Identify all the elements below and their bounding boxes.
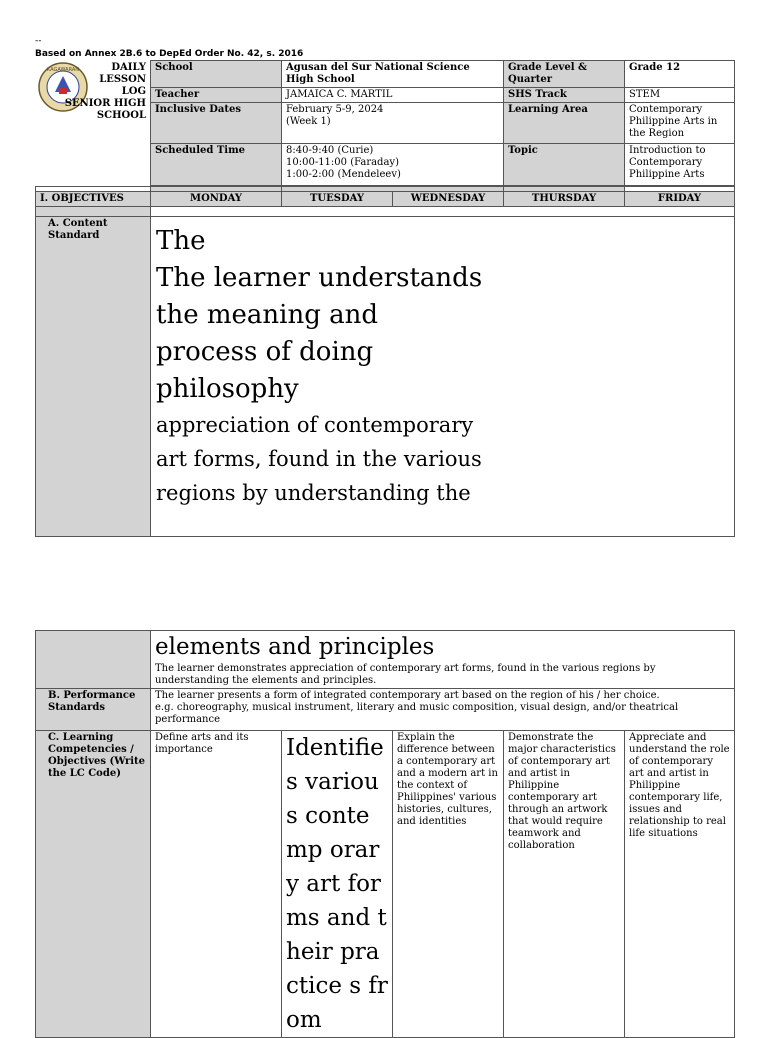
school-value: Agusan del Sur National Science High School [282,61,504,88]
content-standard-line: appreciation of contemporary art forms, found in the various regions by understanding the [156,413,482,505]
time-label: Scheduled Time [151,144,282,186]
spacer-cell [36,207,151,217]
teacher-label: Teacher [151,88,282,103]
time-slot-1: 8:40-9:40 (Curie) [286,145,374,156]
competency-monday: Define arts and its importance [151,731,282,1038]
log-title-line: DAILY [111,62,146,73]
objectives-heading: I. OBJECTIVES [36,192,151,207]
performance-standard-cell [151,689,735,731]
day-thursday: THURSDAY [504,192,625,207]
performance-standard-text: The learner presents a form of integrated contemporary art based on the region of his / her choice. [155,690,660,701]
teacher-value: JAMAICA C. MARTIL [282,88,504,103]
area-value: Contemporary Philippine Arts in the Region [625,103,735,144]
content-standard-line: The learner understands the meaning and process of doing philosophy [156,263,483,404]
day-monday: MONDAY [151,192,282,207]
day-tuesday: TUESDAY [282,192,393,207]
performance-standard-label: B. Performance Standards [36,689,151,731]
page2-table [35,630,735,1038]
elements-cell [151,631,735,689]
dates-week: (Week 1) [286,116,331,127]
elements-heading: elements and principles [155,634,435,660]
spacer-cell [151,207,735,217]
competency-thursday: Demonstrate the major characteristics of contemporary art and artist in Philippine contemporary art through an artwork that would require teamwork and collaboration [504,731,625,1038]
demonstrates-text: The learner demonstrates appreciation of contemporary art forms, found in the various regions by understanding the elements and principles. [155,663,656,686]
dates-label: Inclusive Dates [151,103,282,144]
info-table [150,60,735,186]
time-slot-3: 1:00-2:00 (Mendeleev) [286,169,401,180]
topic-value: Introduction to Contemporary Philippine Arts [625,144,735,186]
competency-tuesday: Identifie s various contemp orary art forms and their practice s from [282,731,393,1038]
grade-label: Grade Level & Quarter [504,61,625,88]
grade-value: Grade 12 [625,61,735,88]
log-title [60,62,146,122]
blank-label-cell [36,631,151,689]
day-friday: FRIDAY [625,192,735,207]
content-standard-line: The [156,226,206,256]
time-cell [282,144,504,186]
performance-standard-examples: e.g. choreography, musical instrument, literary and music composition, visual design, and/or theatrical performance [155,702,679,725]
track-value: STEM [625,88,735,103]
objectives-table [35,186,735,537]
annex-reference: Based on Annex 2B.6 to DepEd Order No. 42, s. 2016 [35,49,304,59]
time-slot-2: 10:00-11:00 (Faraday) [286,157,399,168]
track-label: SHS Track [504,88,625,103]
day-wednesday: WEDNESDAY [393,192,504,207]
competency-wednesday: Explain the difference between a contemporary art and a modern art in the context of Philippines' various histories, cultures, and identities [393,731,504,1038]
log-title-line: SCHOOL [96,110,146,121]
topic-label: Topic [504,144,625,186]
school-label: School [151,61,282,88]
log-title-line: SENIOR HIGH [64,98,146,109]
svg-text:KAGAWARAN: KAGAWARAN [46,67,80,73]
log-title-line: LESSON [99,74,146,85]
content-standard-cell [151,217,735,537]
header-dash: -- [35,36,42,46]
content-standard-label: A. Content Standard [36,217,151,537]
competencies-label: C. Learning Competencies / Objectives (Write the LC Code) [36,731,151,1038]
dates-value: February 5-9, 2024 [286,104,384,115]
log-title-line: LOG [121,86,146,97]
area-label: Learning Area [504,103,625,144]
dates-cell [282,103,504,144]
competency-friday: Appreciate and understand the role of contemporary art and artist in Philippine contemporary life, issues and relationship to real life situations [625,731,735,1038]
